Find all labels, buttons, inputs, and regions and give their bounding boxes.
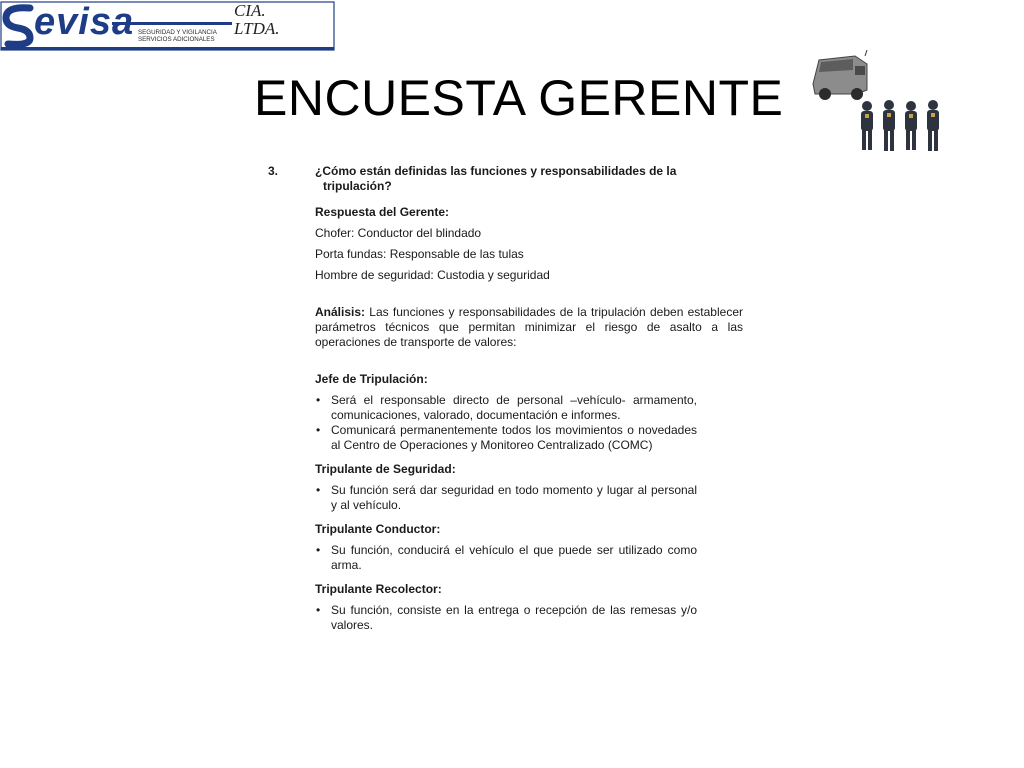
question-text (315, 164, 748, 194)
answer-line-chofer: Chofer: Conductor del blindado (315, 226, 482, 240)
survey-document (268, 164, 748, 633)
guard-figure-2 (883, 100, 895, 151)
answer-line-porta-fundas: Porta fundas: Responsable de las tulas (315, 247, 524, 261)
guard-figure-1 (861, 101, 873, 150)
section-heading-recolector: Tripulante Recolector: (315, 582, 442, 596)
answer-heading: Respuesta del Gerente: (315, 205, 450, 219)
company-logo (0, 0, 336, 52)
analysis-text: Las funciones y responsabilidades de la tripulación deben establecer parámetros técnicos que permitan minimizar el riesgo de asalto a las operaciones de transporte de valores: (315, 305, 743, 349)
logo-tagline-1: SEGURIDAD Y VIGILANCIA (138, 29, 217, 36)
armored-truck-and-guards-icon (805, 50, 950, 155)
logo-cia-text: CIA. (234, 1, 266, 20)
logo-ltda-text: LTDA. (234, 19, 280, 38)
section-list-recolector (315, 603, 697, 633)
logo-tagline-2: SERVICIOS ADICIONALES (138, 36, 215, 43)
slide-title: ENCUESTA GERENTE (254, 70, 784, 126)
question-line-2: tripulación? (323, 179, 392, 193)
analysis-label: Análisis: (315, 305, 366, 319)
section-list-conductor (315, 543, 697, 573)
section-heading-conductor: Tripulante Conductor: (315, 522, 441, 536)
section-list-seguridad (315, 483, 697, 513)
list-item: • Su función será dar seguridad en todo momento y lugar al personal y al vehículo. (315, 483, 697, 513)
analysis-paragraph (315, 305, 743, 350)
section-heading-jefe: Jefe de Tripulación: (315, 372, 428, 386)
logo-brand-text: evisa (34, 1, 135, 43)
list-item: • Comunicará permanentemente todos los movimientos o novedades al Centro de Operaciones y Monitoreo Centralizado (COMC) (315, 423, 697, 453)
question-line-1: ¿Cómo están definidas las funciones y responsabilidades de la (315, 164, 677, 178)
list-item: • Su función, consiste en la entrega o recepción de las remesas y/o valores. (315, 603, 697, 633)
question-number: 3. (268, 164, 279, 178)
list-item: • Será el responsable directo de personal –vehículo- armamento, comunicaciones, valorado, documentación e informes. (315, 393, 697, 423)
logo-company-suffix (234, 2, 334, 38)
section-heading-seguridad: Tripulante de Seguridad: (315, 462, 456, 476)
guard-figure-4 (927, 100, 939, 151)
answer-line-hombre-seguridad: Hombre de seguridad: Custodia y seguridad (315, 268, 550, 282)
question-row (268, 164, 748, 194)
list-item: • Su función, conducirá el vehículo el que puede ser utilizado como arma. (315, 543, 697, 573)
guard-figure-3 (905, 101, 917, 150)
armored-truck-icon (813, 50, 867, 100)
section-list-jefe (315, 393, 697, 453)
